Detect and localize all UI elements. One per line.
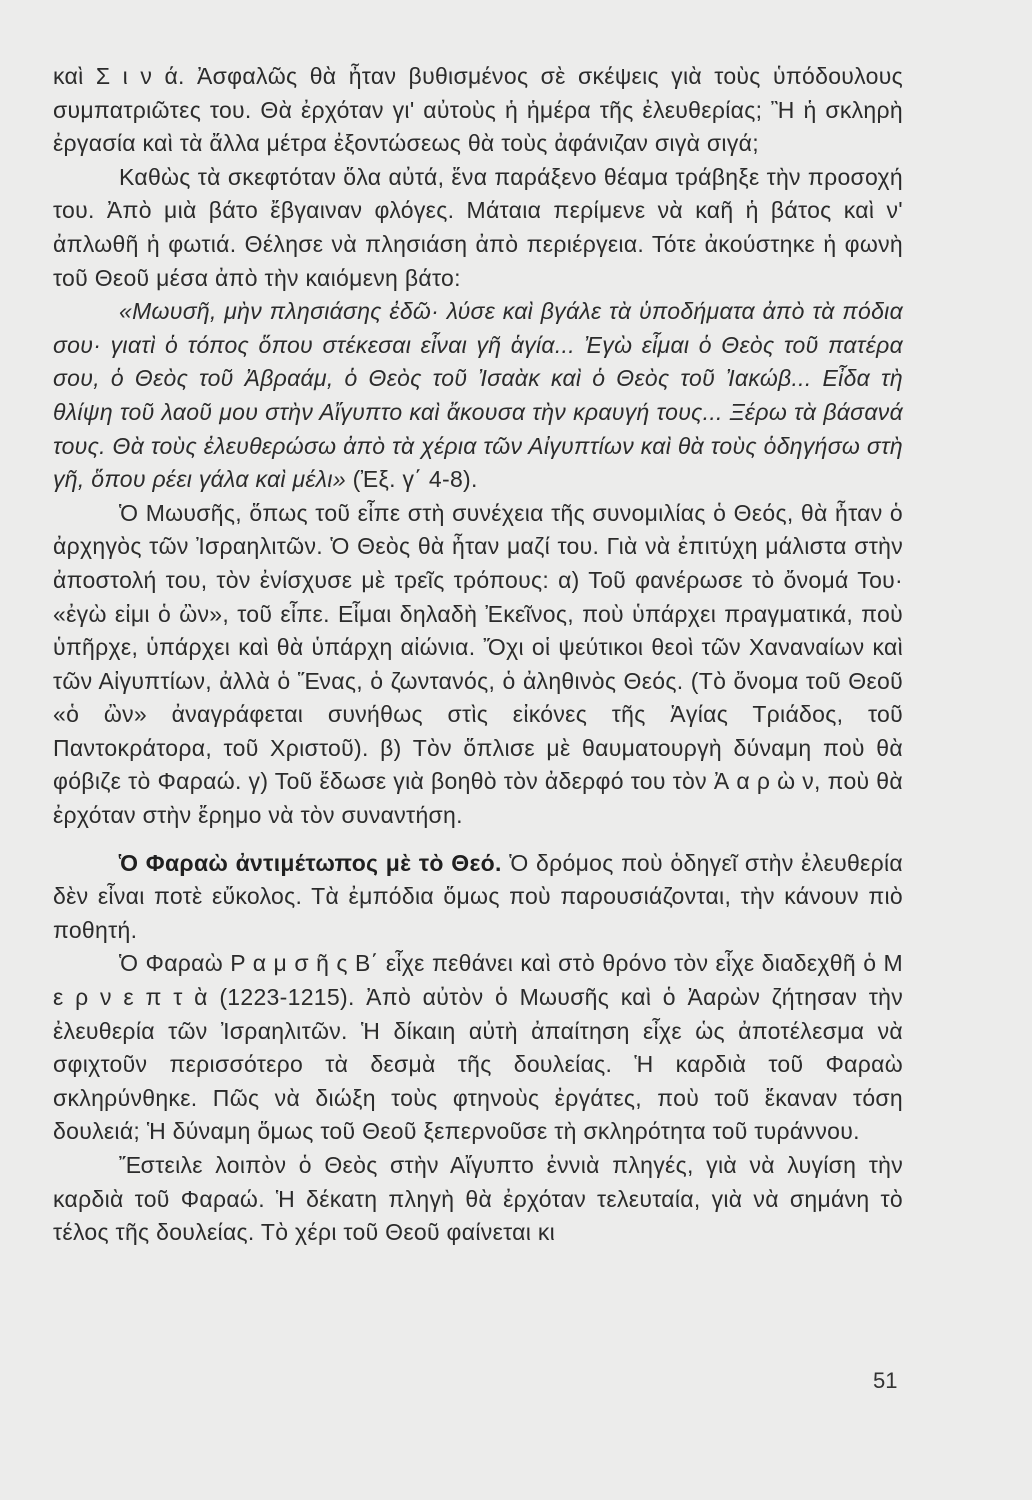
quote-reference: (Ἐξ. γ΄ 4-8). [345,466,478,493]
paragraph-1: καὶ Σ ι ν ά. Ἀσφαλῶς θὰ ἦταν βυθισμένος σὲ σκέψεις γιὰ τοὺς ὑπόδουλους συμπατριῶτες του. Θὰ ἐρχόταν γι' αὐτοὺς ἡ ἡμέρα τῆς ἐλευθερίας; Ἢ ἡ σκληρὴ ἐργασία καὶ τὰ ἄλλα μέτρα ἐξοντώσεως θὰ τοὺς ἀφάνιζαν σιγὰ σιγά; [53,63,903,157]
paragraph-2: Καθὼς τὰ σκεφτόταν ὅλα αὐτά, ἕνα παράξενο θέαμα τράβηξε τὴν προσοχή του. Ἀπὸ μιὰ βάτο ἔβγαιναν φλόγες. Μάταια περίμενε νὰ καῆ ἡ βάτος καὶ ν' ἀπλωθῆ ἡ φωτιά. Θέλησε νὰ πλησιάση ἀπὸ περιέργεια. Τότε ἀκούστηκε ἡ φωνὴ τοῦ Θεοῦ μέσα ἀπὸ τὴν καιόμενη βάτο: [53,163,903,291]
scripture-quote [53,295,903,497]
paragraph-5: Ἔστειλε λοιπὸν ὁ Θεὸς στὴν Αἴγυπτο ἐννιὰ πληγές, γιὰ νὰ λυγίση τὴν καρδιὰ τοῦ Φαραώ. Ἡ δέκατη πληγὴ θὰ ἐρχόταν τελευταία, γιὰ νὰ σημάνη τὸ τέλος τῆς δουλείας. Τὸ χέρι τοῦ Θεοῦ φαίνεται κι [53,1152,903,1246]
section-heading: Ὁ Φαραὼ ἀντιμέτωπος μὲ τὸ Θεό. [119,849,502,876]
page-number: 51 [873,1368,898,1393]
section-paragraph [53,847,903,948]
paragraph-4: Ὁ Φαραὼ Ρ α μ σ ῆ ς Β΄ εἶχε πεθάνει καὶ στὸ θρόνο τὸν εἶχε διαδεχθῆ ὁ Μ ε ρ ν ε π τ ὰ (1223-1215). Ἀπὸ αὐτὸν ὁ Μωυσῆς καὶ ὁ Ἀαρὼν ζήτησαν τὴν ἐλευθερία τῶν Ἰσραηλιτῶν. Ἡ δίκαιη αὐτὴ ἀπαίτηση εἶχε ὡς ἀποτέλεσμα νὰ σφιχτοῦν περισσότερο τὰ δεσμὰ τῆς δουλείας. Ἡ καρδιὰ τοῦ Φαραὼ σκληρύνθηκε. Πῶς νὰ διώξη τοὺς φτηνοὺς ἐργάτες, ποὺ τοῦ ἔκαναν τόση δουλειά; Ἡ δύναμη ὅμως τοῦ Θεοῦ ξεπερνοῦσε τὴ σκληρότητα τοῦ τυράννου. [53,950,903,1145]
quote-text: «Μωυσῆ, μὴν πλησιάσης ἐδῶ· λύσε καὶ βγάλε τὰ ὑποδήματα ἀπὸ τὰ πόδια σου· γιατὶ ὁ τόπος ὅπου στέκεσαι εἶναι γῆ ἁγία... Ἐγὼ εἶμαι ὁ Θεὸς τοῦ πατέρα σου, ὁ Θεὸς τοῦ Ἀβραάμ, ὁ Θεὸς τοῦ Ἰσαὰκ καὶ ὁ Θεὸς τοῦ Ἰακώβ... Εἶδα τὴ θλίψη τοῦ λαοῦ μου στὴν Αἴγυπτο καὶ ἄκουσα τὴν κραυγή τους... Ξέρω τὰ βάσανά τους. Θὰ τοὺς ἐλευθερώσω ἀπὸ τὰ χέρια τῶν Αἰγυπτίων καὶ θὰ τοὺς ὁδηγήσω στὴ γῆ, ὅπου ρέει γάλα καὶ μέλι» [53,298,903,493]
section-text: Ὁ δρόμος ποὺ ὁδηγεῖ στὴν ἐλευθερία δὲν εἶναι ποτὲ εὔκολος. Τὰ ἐμπόδια ὅμως ποὺ παρουσιάζονται, τὴν κάνουν πιὸ ποθητή. [53,849,903,943]
body-text [53,60,903,1250]
paragraph-3: Ὁ Μωυσῆς, ὅπως τοῦ εἶπε στὴ συνέχεια τῆς συνομιλίας ὁ Θεός, θὰ ἦταν ὁ ἀρχηγὸς τῶν Ἰσραηλιτῶν. Ὁ Θεὸς θὰ ἦταν μαζί του. Γιὰ νὰ ἐπιτύχη μάλιστα στὴν ἀποστολή του, τὸν ἐνίσχυσε μὲ τρεῖς τρόπους: α) Τοῦ φανέρωσε τὸ ὄνομά Του· «ἐγὼ εἰμι ὁ ὢν», τοῦ εἶπε. Εἶμαι δηλαδὴ Ἐκεῖνος, ποὺ ὑπάρχει πραγματικά, ποὺ ὑπῆρχε, ὑπάρχει καὶ θὰ ὑπάρχη αἰώνια. Ὄχι οἱ ψεύτικοι θεοὶ τῶν Χαναναίων καὶ τῶν Αἰγυπτίων, ἀλλὰ ὁ Ἕνας, ὁ ζωντανός, ὁ ἀληθινὸς Θεός. (Τὸ ὄνομα τοῦ Θεοῦ «ὁ ὢν» ἀναγράφεται συνήθως στὶς εἰκόνες τῆς Ἁγίας Τριάδος, τοῦ Παντοκράτορα, τοῦ Χριστοῦ). β) Τὸν ὅπλισε μὲ θαυματουργὴ δύναμη ποὺ θὰ φόβιζε τὸ Φαραώ. γ) Τοῦ ἔδωσε γιὰ βοηθὸ τὸν ἀδερφό του τὸν Ἀ α ρ ὼ ν, ποὺ θὰ ἐρχόταν στὴν ἔρημο νὰ τὸν συναντήση. [53,499,903,829]
